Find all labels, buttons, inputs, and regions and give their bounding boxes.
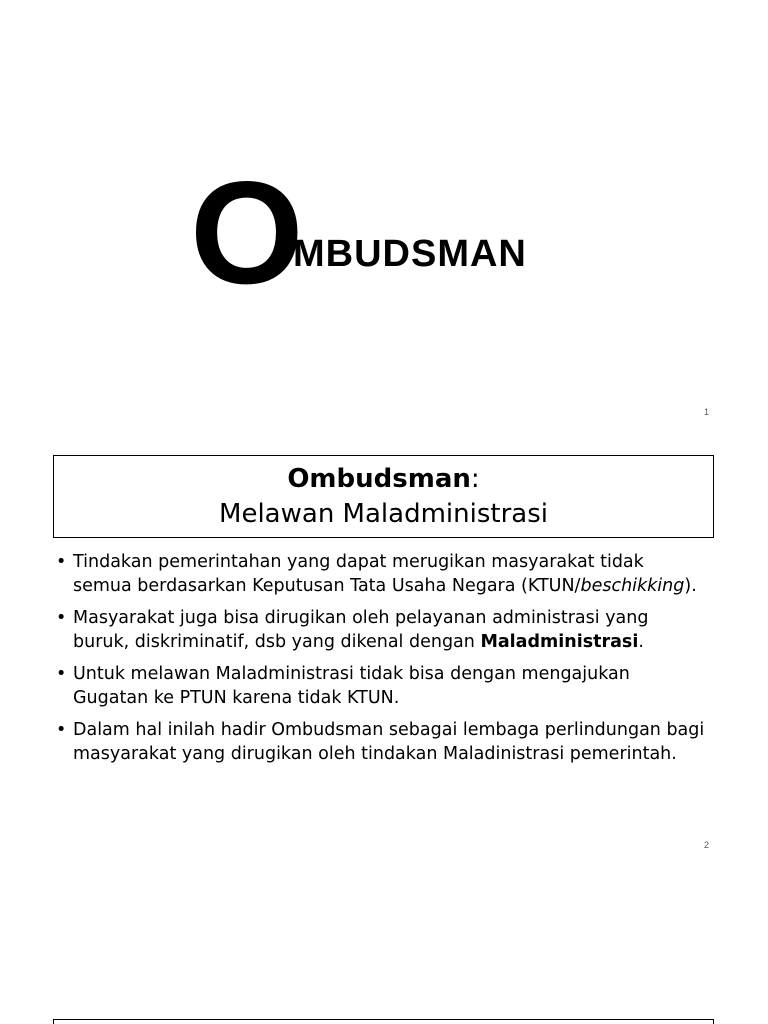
list-item [56,550,706,598]
bullet-dot: • [56,664,67,684]
title-rest: MBUDSMAN [293,233,527,275]
bullet-italic-term: beschikking [580,576,685,596]
bullet-dot: • [56,720,67,740]
bullet-text: Masyarakat juga bisa dirugikan oleh pelayanan administrasi yang buruk, diskriminatif, dsb yang dikenal dengan [73,608,649,652]
bullet-text: Tindakan pemerintahan yang dapat merugikan masyarakat tidak semua berdasarkan Keputusan Tata Usaha Negara (KTUN/ [73,552,644,596]
slide2-title-colon: : [470,464,480,494]
slide2-subtitle: Melawan Maladministrasi [219,499,548,529]
list-item [56,606,706,654]
list-item [56,662,706,710]
list-item [56,718,706,766]
bullet-text: Untuk melawan Maladministrasi tidak bisa dengan mengajukan Gugatan ke PTUN karena tidak KTUN. [73,664,630,708]
slide2-title-box [53,455,714,538]
page-number-1: 1 [704,407,710,417]
bullet-text: Dalam hal inilah hadir Ombudsman sebagai lembaga perlindungan bagi masyarakat yang dirugikan oleh tindakan Maladinistrasi pemerintah. [73,720,705,764]
bullet-list [56,550,706,774]
slide2-title [54,461,713,497]
bullet-dot: • [56,552,67,572]
page-number-2: 2 [704,840,710,850]
slide1-title [190,151,590,314]
slide2-title-bold: Ombudsman [287,464,471,494]
slide3-title-box [53,1019,714,1024]
bullet-bold-term: Maladministrasi [480,632,639,652]
title-initial-letter: O [190,151,304,314]
bullet-dot: • [56,608,67,628]
bullet-text-end: ). [684,576,697,596]
bullet-text-end: . [638,632,644,652]
